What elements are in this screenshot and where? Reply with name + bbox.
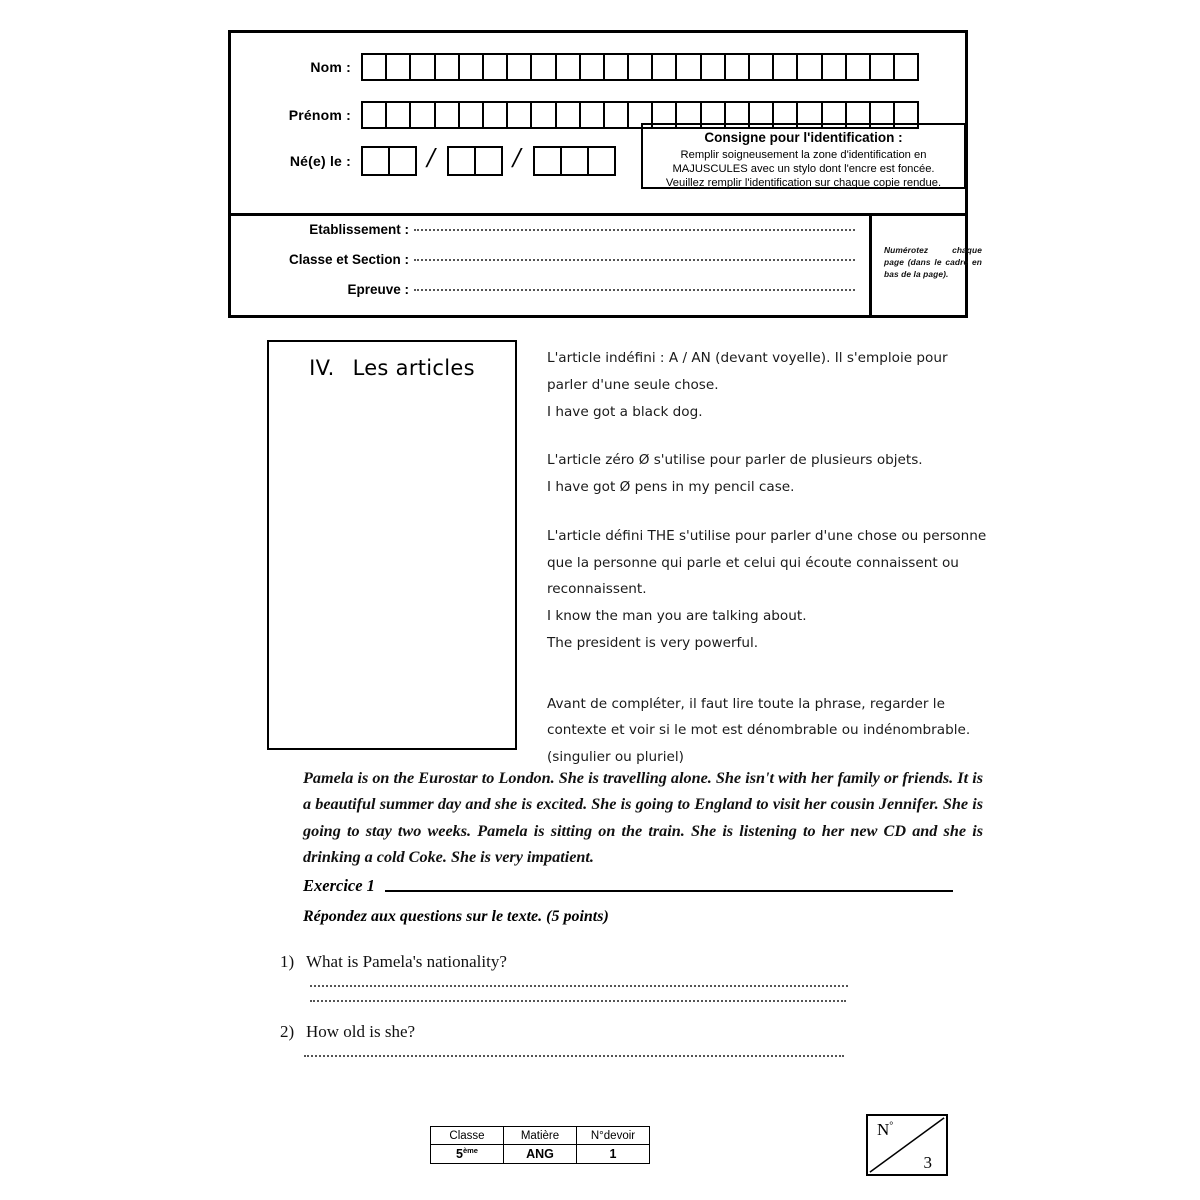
input-cell[interactable] [530, 101, 556, 129]
input-cell[interactable] [555, 101, 581, 129]
question-2-number: 2) [280, 1022, 295, 1041]
input-cell[interactable] [385, 101, 411, 129]
lesson-title-text: Les articles [352, 356, 475, 380]
input-cell[interactable] [796, 53, 822, 81]
input-cell[interactable] [748, 53, 774, 81]
lesson-line-1: L'article indéfini : A / AN (devant voyelle). Il s'emploie pour parler d'une seule chose. [547, 350, 948, 393]
input-cell[interactable] [869, 53, 895, 81]
question-2-line [280, 1022, 880, 1042]
input-cell[interactable] [434, 101, 460, 129]
input-cell[interactable] [627, 53, 653, 81]
question-1-text: What is Pamela's nationality? [306, 952, 507, 971]
prenom-label: Prénom : [288, 107, 351, 123]
input-cell[interactable] [458, 53, 484, 81]
school-info-fields [231, 216, 872, 318]
input-cell[interactable] [482, 53, 508, 81]
birth-year-boxes[interactable] [533, 146, 614, 176]
input-cell[interactable] [458, 101, 484, 129]
identification-lower-section [231, 216, 982, 318]
reading-passage: Pamela is on the Eurostar to London. She is travelling alone. She isn't with her family or friends. It is a beautiful summer day and she is excited. She is going to England to visit her cousin Jennifer. She is going to stay two weeks. Pamela is sitting on the train. She is listening to her new CD and she is drinking a cold Coke. She is very impatient. [303, 769, 983, 867]
question-item-1 [280, 952, 880, 1002]
epreuve-input[interactable] [414, 289, 855, 291]
page-number-label [877, 1120, 893, 1140]
consigne-line-1: Remplir soigneusement la zone d'identification en [680, 149, 927, 161]
input-cell[interactable] [675, 53, 701, 81]
input-cell[interactable] [533, 146, 562, 176]
input-cell[interactable] [361, 53, 387, 81]
identification-upper-section [231, 33, 965, 216]
lesson-line-5: L'article défini THE s'utilise pour parler d'une chose ou personne que la personne qui parle et celui qui écoute connaissent ou reconnaissent. [547, 527, 987, 598]
footer-header-matiere: Matière [504, 1127, 577, 1145]
lesson-paragraph-zero [547, 447, 987, 501]
input-cell[interactable] [506, 53, 532, 81]
page-number-value: 3 [923, 1153, 932, 1172]
footer-table-value-row [431, 1145, 650, 1164]
consigne-box [641, 123, 966, 189]
page-number-label-degree: ° [889, 1120, 894, 1132]
questions-list [280, 952, 880, 1057]
nom-row [231, 53, 917, 81]
birth-day-boxes[interactable] [361, 146, 415, 176]
lesson-line-7: The president is very powerful. [547, 634, 759, 651]
numbering-note: Numérotez chaque page (dans le cadre en bas de la page). [884, 245, 982, 280]
input-cell[interactable] [603, 53, 629, 81]
etablissement-row [231, 222, 869, 252]
date-separator-1: / [427, 143, 435, 174]
footer-table-header-row [431, 1127, 650, 1145]
lesson-numeral: IV. [309, 356, 335, 380]
input-cell[interactable] [434, 53, 460, 81]
lesson-line-8: Avant de compléter, il faut lire toute la phrase, regarder le contexte et voir si le mot est dénombrable ou indénombrable. (singulier ou pluriel) [547, 695, 971, 766]
input-cell[interactable] [603, 101, 629, 129]
exercise-instruction: Répondez aux questions sur le texte. (5 points) [303, 908, 609, 925]
input-cell[interactable] [587, 146, 616, 176]
etablissement-input[interactable] [414, 229, 855, 231]
lesson-line-3: L'article zéro Ø s'utilise pour parler de plusieurs objets. [547, 452, 923, 469]
classe-section-row [231, 252, 869, 282]
lesson-paragraph-indefinite [547, 345, 987, 425]
input-cell[interactable] [700, 53, 726, 81]
date-separator-2: / [512, 143, 521, 174]
input-cell[interactable] [555, 53, 581, 81]
footer-value-matiere: ANG [504, 1145, 577, 1164]
consigne-title: Consigne pour l'identification : [704, 130, 903, 145]
lesson-line-6: I know the man you are talking about. [547, 608, 807, 625]
answer-field-2a[interactable] [304, 1055, 844, 1057]
question-1-line [280, 952, 880, 972]
numbering-note-cell [872, 216, 982, 318]
input-cell[interactable] [530, 53, 556, 81]
input-cell[interactable] [724, 53, 750, 81]
input-cell[interactable] [506, 101, 532, 129]
exercise-rule [385, 890, 953, 892]
input-cell[interactable] [361, 146, 390, 176]
classe-section-label: Classe et Section : [288, 252, 409, 267]
input-cell[interactable] [560, 146, 589, 176]
footer-value-classe-number: 5 [456, 1147, 463, 1162]
lesson-line-2: I have got a black dog. [547, 403, 703, 420]
answer-field-1a[interactable] [310, 985, 848, 987]
footer-value-ndevoir: 1 [577, 1145, 650, 1164]
input-cell[interactable] [845, 53, 871, 81]
input-cell[interactable] [409, 101, 435, 129]
exercise-title: Exercice 1 [303, 876, 375, 895]
lesson-paragraph-definite [547, 523, 987, 657]
birthdate-row [231, 143, 614, 176]
question-1-number: 1) [280, 952, 295, 971]
consigne-line-3: Veuillez remplir l'identification sur chaque copie rendue. [665, 177, 942, 190]
classe-section-input[interactable] [414, 259, 855, 261]
input-cell[interactable] [772, 53, 798, 81]
input-cell[interactable] [474, 146, 503, 176]
birth-month-boxes[interactable] [447, 146, 501, 176]
input-cell[interactable] [579, 53, 605, 81]
identification-block [228, 30, 982, 318]
question-item-2 [280, 1022, 880, 1057]
input-cell[interactable] [579, 101, 605, 129]
input-cell[interactable] [893, 53, 919, 81]
page-number-label-n: N [877, 1120, 890, 1139]
lesson-line-4: I have got Ø pens in my pencil case. [547, 479, 795, 496]
input-cell[interactable] [388, 146, 417, 176]
footer-header-classe: Classe [431, 1127, 504, 1145]
lesson-content [547, 345, 987, 771]
input-cell[interactable] [385, 53, 411, 81]
input-cell[interactable] [447, 146, 476, 176]
footer-info-table [430, 1126, 650, 1164]
question-spacer [280, 1002, 880, 1022]
input-cell[interactable] [482, 101, 508, 129]
lesson-heading [269, 356, 515, 380]
nom-label: Nom : [310, 59, 351, 75]
etablissement-label: Etablissement : [309, 222, 409, 237]
lesson-paragraph-advice [547, 691, 987, 771]
nom-input-boxes[interactable] [361, 53, 917, 81]
consigne-line-2: MAJUSCULES avec un stylo dont l'encre est foncée. [672, 163, 935, 176]
input-cell[interactable] [409, 53, 435, 81]
page-number-box [866, 1114, 948, 1176]
footer-value-classe-suffix: ème [462, 1146, 478, 1156]
input-cell[interactable] [821, 53, 847, 81]
question-2-text: How old is she? [306, 1022, 416, 1041]
lesson-title-box [267, 340, 517, 750]
exercise-header [303, 876, 953, 896]
birthdate-label: Né(e) le : [289, 153, 351, 169]
footer-header-ndevoir: N°devoir [577, 1127, 650, 1145]
input-cell[interactable] [651, 53, 677, 81]
epreuve-label: Epreuve : [347, 282, 409, 297]
epreuve-row [231, 282, 869, 312]
footer-value-classe [431, 1145, 504, 1164]
input-cell[interactable] [361, 101, 387, 129]
